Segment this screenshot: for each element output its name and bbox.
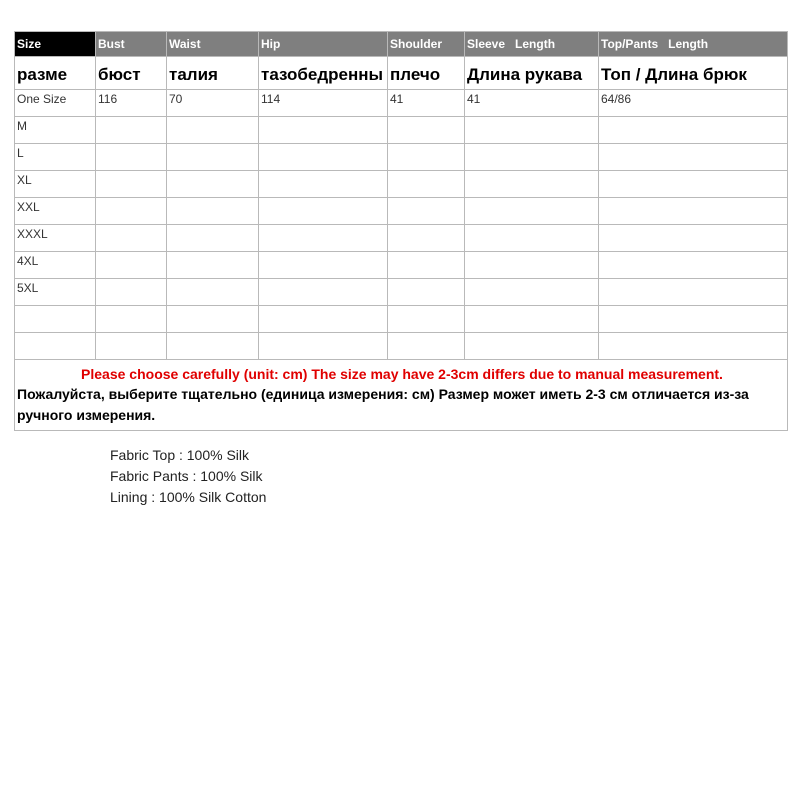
table-cell (167, 333, 259, 360)
table-cell (259, 225, 388, 252)
table-cell (15, 306, 96, 333)
table-cell: XL (15, 171, 96, 198)
table-cell (599, 279, 788, 306)
table-cell (259, 144, 388, 171)
table-cell (599, 144, 788, 171)
table-cell: One Size (15, 90, 96, 117)
table-cell: 114 (259, 90, 388, 117)
table-cell (167, 171, 259, 198)
note-row (15, 360, 788, 431)
header-cell: Size (15, 32, 96, 57)
size-chart-table (14, 31, 788, 431)
table-cell: 70 (167, 90, 259, 117)
table-cell (465, 198, 599, 225)
header-cell: Bust (96, 32, 167, 57)
table-cell (388, 333, 465, 360)
table-cell (167, 252, 259, 279)
table-cell (599, 171, 788, 198)
header-cell: Waist (167, 32, 259, 57)
header-ru-cell: разме (15, 57, 96, 90)
table-cell: XXXL (15, 225, 96, 252)
table-row (15, 279, 788, 306)
table-cell (96, 198, 167, 225)
fabric-info (110, 445, 266, 508)
table-cell (388, 306, 465, 333)
table-cell (96, 171, 167, 198)
table-cell (96, 225, 167, 252)
table-cell (167, 144, 259, 171)
table-cell (388, 279, 465, 306)
table-cell: 5XL (15, 279, 96, 306)
table-cell (259, 333, 388, 360)
table-cell: 4XL (15, 252, 96, 279)
header-ru-cell: бюст (96, 57, 167, 90)
table-cell (465, 279, 599, 306)
table-cell (599, 198, 788, 225)
note-russian: Пожалуйста, выберите тщательно (единица измерения: см) Размер может иметь 2-3 см отличается из-за ручного измерения. (17, 386, 749, 423)
table-cell: M (15, 117, 96, 144)
header-ru-cell: Длина рукава (465, 57, 599, 90)
table-row (15, 171, 788, 198)
table-row (15, 306, 788, 333)
table-cell (96, 117, 167, 144)
table-cell: L (15, 144, 96, 171)
table-cell (259, 279, 388, 306)
header-ru-cell: Топ / Длина брюк (599, 57, 788, 90)
table-cell (259, 306, 388, 333)
table-row (15, 252, 788, 279)
table-cell (599, 225, 788, 252)
table-cell (259, 252, 388, 279)
table-cell: 64/86 (599, 90, 788, 117)
header-cell: Top/Pants Length (599, 32, 788, 57)
table-cell (96, 333, 167, 360)
table-cell (465, 225, 599, 252)
table-cell (465, 171, 599, 198)
header-cell: Sleeve Length (465, 32, 599, 57)
table-cell (96, 144, 167, 171)
table-cell: 116 (96, 90, 167, 117)
header-ru-cell: талия (167, 57, 259, 90)
table-cell (388, 117, 465, 144)
table-cell (167, 117, 259, 144)
table-cell (167, 306, 259, 333)
table-cell (465, 144, 599, 171)
header-cell: Hip (259, 32, 388, 57)
table-cell (388, 198, 465, 225)
table-cell (167, 198, 259, 225)
header-row-en (15, 32, 788, 57)
header-ru-cell: тазобедренны (259, 57, 388, 90)
table-cell (96, 279, 167, 306)
table-row (15, 225, 788, 252)
table-cell (599, 117, 788, 144)
note-english: Please choose carefully (unit: cm) The size may have 2-3cm differs due to manual measurement. (81, 366, 723, 382)
header-ru-cell: плечо (388, 57, 465, 90)
table-cell (599, 306, 788, 333)
table-row (15, 117, 788, 144)
table-cell: 41 (465, 90, 599, 117)
table-cell (388, 225, 465, 252)
table-cell (465, 333, 599, 360)
table-row (15, 333, 788, 360)
note-cell (15, 360, 788, 431)
table-cell (465, 117, 599, 144)
table-cell (599, 333, 788, 360)
header-row-ru (15, 57, 788, 90)
table-cell: 41 (388, 90, 465, 117)
table-cell (96, 252, 167, 279)
table-cell (167, 279, 259, 306)
table-cell (259, 171, 388, 198)
table-cell (388, 252, 465, 279)
table-cell (388, 144, 465, 171)
fabric-line: Lining : 100% Silk Cotton (110, 489, 267, 505)
table-cell (167, 225, 259, 252)
table-cell: XXL (15, 198, 96, 225)
table-row (15, 144, 788, 171)
table-row (15, 90, 788, 117)
table-cell (15, 333, 96, 360)
table-cell (259, 198, 388, 225)
table-cell (388, 171, 465, 198)
table-cell (259, 117, 388, 144)
table-cell (96, 306, 167, 333)
table-cell (599, 252, 788, 279)
table-cell (465, 306, 599, 333)
table-row (15, 198, 788, 225)
table-cell (465, 252, 599, 279)
fabric-line: Fabric Top : 100% Silk (110, 447, 250, 463)
fabric-line: Fabric Pants : 100% Silk (110, 468, 263, 484)
header-cell: Shoulder (388, 32, 465, 57)
